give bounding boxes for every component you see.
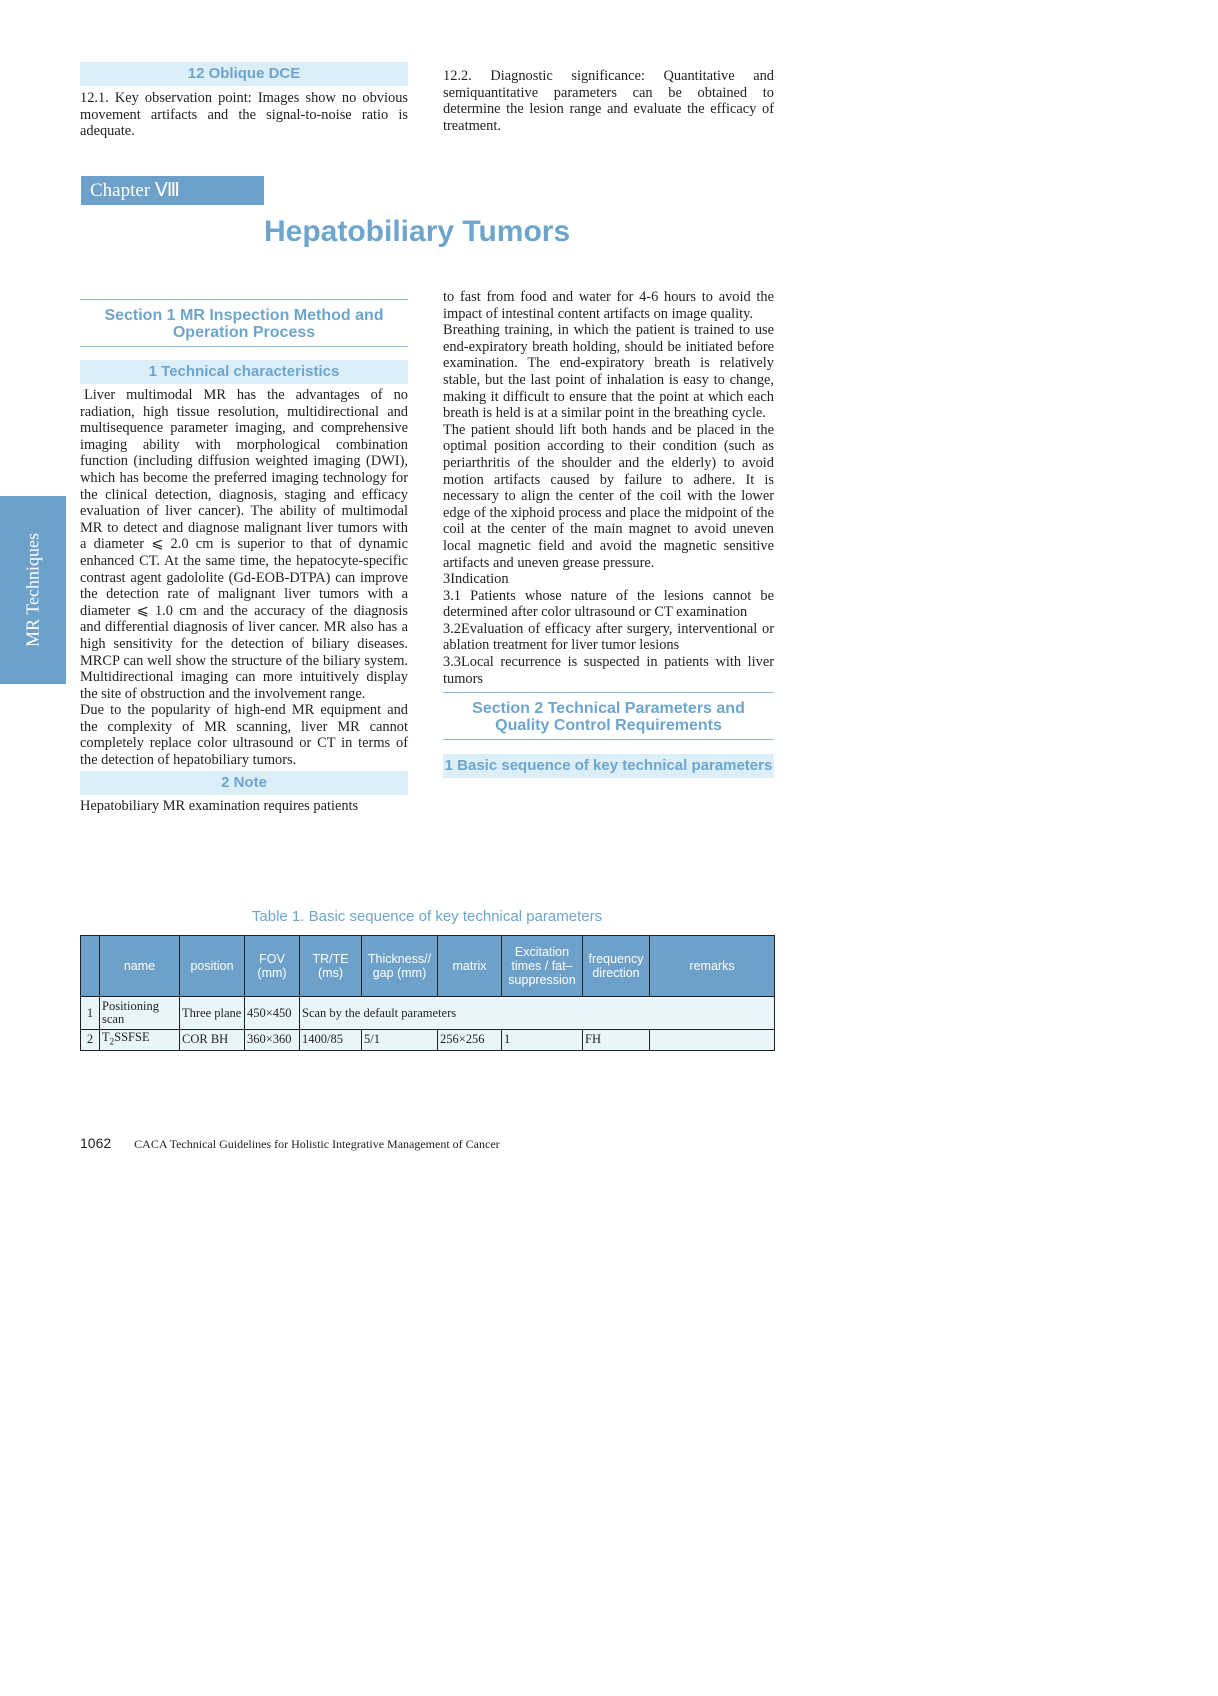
header-trte: TR/TE (ms) xyxy=(300,936,362,997)
cell-fov: 450×450 xyxy=(245,997,300,1030)
cell-default-note: Scan by the default parameters xyxy=(300,997,775,1030)
cell-trte: 1400/85 xyxy=(300,1030,362,1051)
header-position: position xyxy=(180,936,245,997)
section2-heading: Section 2 Technical Parameters and Quality Control Requirements xyxy=(443,692,774,740)
side-section-tab xyxy=(0,496,66,684)
table-header-row xyxy=(81,936,775,997)
fasting-text: to fast from food and water for 4-6 hours to avoid the impact of intestinal content artifacts on image quality. xyxy=(443,289,774,322)
key-observation-text: 12.1. Key observation point: Images show no obvious movement artifacts and the signal-to-noise ratio is adequate. xyxy=(80,90,408,140)
seq-name-main: T xyxy=(102,1030,110,1044)
oblique-dce-heading: 12 Oblique DCE xyxy=(80,62,408,86)
cell-frequency: FH xyxy=(583,1030,650,1051)
indication-item-3: 3.3Local recurrence is suspected in patients with liver tumors xyxy=(443,654,774,687)
right-main-column xyxy=(443,289,774,778)
top-right-column xyxy=(443,68,774,134)
page-footer xyxy=(80,1135,500,1152)
diagnostic-significance-text: 12.2. Diagnostic significance: Quantitative and semiquantitative parameters can be obtained to determine the lesion range and evaluate the efficacy of treatment. xyxy=(443,68,774,134)
header-excitation: Excitation times / fat–suppression xyxy=(502,936,583,997)
table-row xyxy=(81,997,775,1030)
header-fov: FOV (mm) xyxy=(245,936,300,997)
cell-name: Positioning scan xyxy=(100,997,180,1030)
cell-remarks xyxy=(650,1030,775,1051)
cell-excitation: 1 xyxy=(502,1030,583,1051)
left-main-column xyxy=(80,299,408,814)
header-name: name xyxy=(100,936,180,997)
breathing-training-text: Breathing training, in which the patient is trained to use end-expiratory breath holding, should be initiated before examination. The end-expiratory breath is relatively stable, but the last point of inhalation is easy to change, making it difficult to ensure that the point at which each breath is held is at a similar point in the breathing cycle. xyxy=(443,322,774,422)
footer-title: CACA Technical Guidelines for Holistic Integrative Management of Cancer xyxy=(134,1137,500,1151)
popularity-text: Due to the popularity of high-end MR equipment and the complexity of MR scanning, liver MR cannot completely replace color ultrasound or CT in terms of the detection of hepatobiliary tumors. xyxy=(80,702,408,769)
positioning-text: The patient should lift both hands and be placed in the optimal position according to their condition (such as periarthritis of the shoulder and the elderly) to avoid motion artifacts caused by failure to adhere. It is necessary to align the center of the coil with the lower edge of the xiphoid process and place the midpoint of the coil at the center of the main magnet to avoid uneven local magnetic field and avoid the magnetic sensitive artifacts and uneven grease pressure. xyxy=(443,421,774,571)
indication-heading: 3Indication xyxy=(443,571,509,588)
row-number: 1 xyxy=(81,997,100,1030)
note-text: Hepatobiliary MR examination requires patients xyxy=(80,797,359,814)
chapter-label: Chapter Ⅷ xyxy=(81,176,264,205)
header-thickness: Thickness// gap (mm) xyxy=(362,936,438,997)
table-row xyxy=(81,1030,775,1051)
section1-heading: Section 1 MR Inspection Method and Operation Process xyxy=(80,299,408,347)
basic-sequence-heading: 1 Basic sequence of key technical parameters xyxy=(443,754,774,778)
parameters-table xyxy=(80,935,775,1051)
note-heading: 2 Note xyxy=(80,771,408,795)
seq-name-subscript: 2 xyxy=(109,1036,115,1047)
cell-fov: 360×360 xyxy=(245,1030,300,1051)
page-number: 1062 xyxy=(80,1135,112,1151)
cell-matrix: 256×256 xyxy=(438,1030,502,1051)
chapter-title: Hepatobiliary Tumors xyxy=(264,215,571,248)
technical-characteristics-heading: 1 Technical characteristics xyxy=(80,360,408,384)
header-frequency: frequency direction xyxy=(583,936,650,997)
header-index xyxy=(81,936,100,997)
indication-item-2: 3.2Evaluation of efficacy after surgery, interventional or ablation treatment for liver tumor lesions xyxy=(443,620,774,654)
header-matrix: matrix xyxy=(438,936,502,997)
side-tab-label: MR Techniques xyxy=(22,533,43,647)
cell-position: COR BH xyxy=(180,1030,245,1051)
row-number: 2 xyxy=(81,1030,100,1051)
indication-item-1: 3.1 Patients whose nature of the lesions cannot be determined after color ultrasound or CT examination xyxy=(443,587,774,621)
table-caption: Table 1. Basic sequence of key technical parameters xyxy=(251,908,603,925)
cell-position: Three plane xyxy=(180,997,245,1030)
top-left-column xyxy=(80,62,408,140)
seq-name-rest: SSFSE xyxy=(114,1030,150,1044)
cell-thickness: 5/1 xyxy=(362,1030,438,1051)
cell-name xyxy=(100,1030,180,1051)
header-remarks: remarks xyxy=(650,936,775,997)
technical-characteristics-text: Liver multimodal MR has the advantages of no radiation, high tissue resolution, multidirectional and multisequence parameter imaging, and comprehensive imaging ability with morphological combination function (including diffusion weighted imaging (DWI), which has become the preferred imaging technology for the clinical detection, diagnosis, staging and efficacy evaluation of liver cancer). The ability of multimodal MR to detect and diagnose malignant liver tumors with a diameter ⩽ 2.0 cm is superior to that of dynamic enhanced CT. At the same time, the hepatocyte-specific contrast agent gadololite (Gd-EOB-DTPA) can improve the detection rate of malignant liver tumors with a diameter ⩽ 1.0 cm and the accuracy of the diagnosis and differential diagnosis of liver cancer. MR also has a high sensitivity for the detection of biliary diseases. MRCP can well show the structure of the biliary system. Multidirectional imaging can more intuitively display the site of obstruction and the involvement range. xyxy=(80,387,408,702)
